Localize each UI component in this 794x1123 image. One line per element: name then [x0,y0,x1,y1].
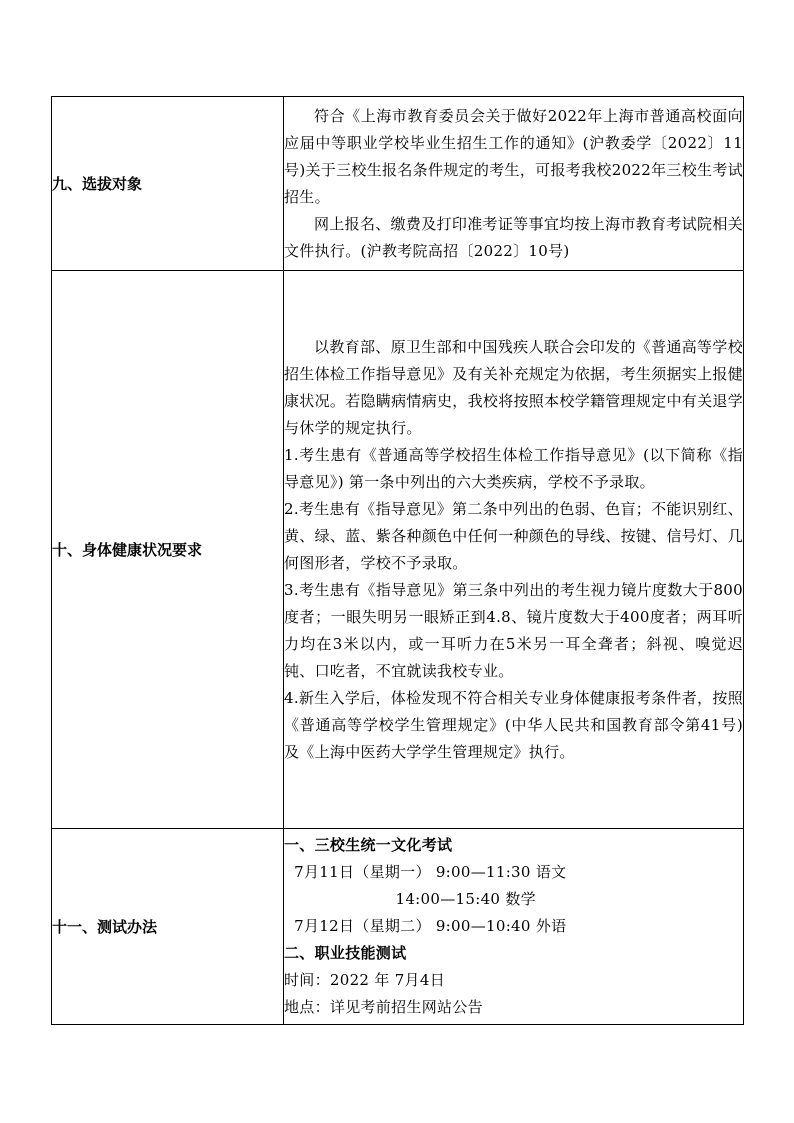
schedule-line: 7月12日（星期二） 9:00—10:40 外语 [284,917,567,935]
admission-table [51,96,744,1025]
schedule-line: 7月11日（星期一） 9:00—11:30 语文 [284,863,567,881]
row-label-testing: 十一、测试办法 [52,829,284,1025]
list-item: 3.考生患有《指导意见》第三条中列出的考生视力镜片度数大于800度者；一眼失明另一眼矫正到4.8、镜片度数大于400度者；两耳听力均在3米以内，或一耳听力在5米另一耳全聋者；斜视、嗅觉迟钝、口吃者，不宜就读我校专业。 [284,580,743,680]
table-row [52,97,744,271]
section-heading: 一、三校生统一文化考试 [284,836,453,854]
table-row [52,271,744,829]
row-label-health: 十、身体健康状况要求 [52,271,284,829]
list-item: 1.考生患有《普通高等学校招生体检工作指导意见》(以下简称《指导意见》) 第一条中列出的六大类疾病，学校不予录取。 [284,445,743,491]
health-content [284,271,744,829]
test-time: 时间：2022 年 7月4日 [284,971,445,989]
paragraph: 网上报名、缴费及打印准考证等事宜均按上海市教育考试院相关文件执行。(沪教考院高招〔2022〕10号) [284,214,743,260]
test-place: 地点：详见考前招生网站公告 [284,998,483,1016]
section-heading: 二、职业技能测试 [284,944,407,962]
testing-content [284,829,744,1025]
table-row [52,829,744,1025]
paragraph: 符合《上海市教育委员会关于做好2022年上海市普通高校面向应届中等职业学校毕业生招生工作的通知》(沪教委学〔2022〕11号)关于三校生报名条件规定的考生，可报考我校2022年三校生考试招生。 [284,106,743,206]
paragraph: 以教育部、原卫生部和中国残疾人联合会印发的《普通高等学校招生体检工作指导意见》及有关补充规定为依据，考生须据实上报健康状况。若隐瞒病情病史，我校将按照本校学籍管理规定中有关退学与休学的规定执行。 [284,337,744,437]
row-label-selection: 九、选拔对象 [52,97,284,271]
selection-content [284,97,744,271]
schedule-line: 14:00—15:40 数学 [284,890,536,908]
list-item: 2.考生患有《指导意见》第二条中列出的色弱、色盲；不能识别红、黄、绿、蓝、紫各种颜色中任何一种颜色的导线、按键、信号灯、几何图形者，学校不予录取。 [284,499,744,572]
list-item: 4.新生入学后，体检发现不符合相关专业身体健康报考条件者，按照《普通高等学校学生管理规定》(中华人民共和国教育部令第41号) 及《上海中医药大学学生管理规定》执行。 [284,688,743,761]
